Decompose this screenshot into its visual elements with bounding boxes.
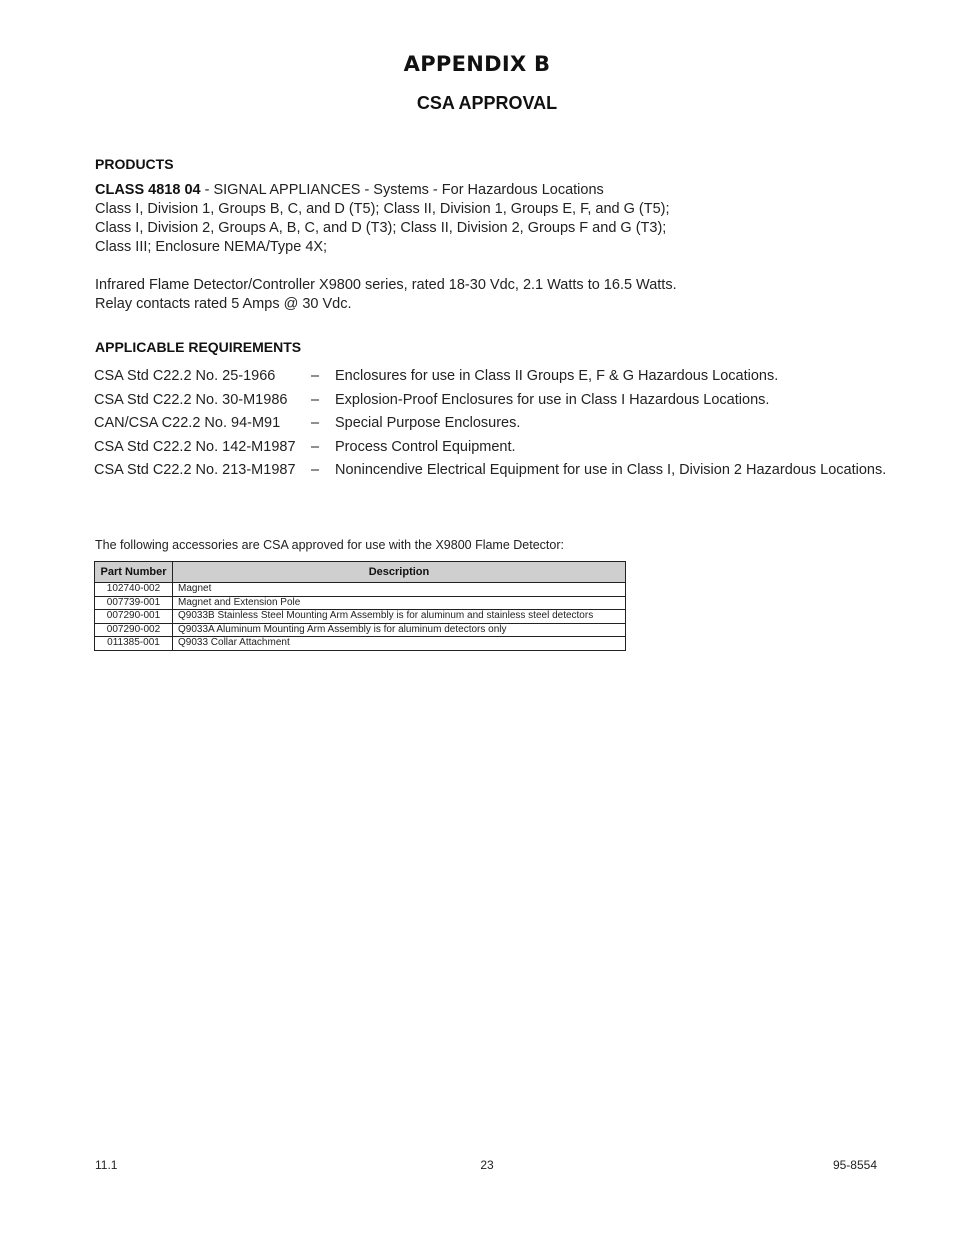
requirement-description: Enclosures for use in Class II Groups E, F & G Hazardous Locations. (335, 368, 779, 384)
part-number-cell: 102740-002 (95, 583, 173, 597)
requirement-row (94, 438, 886, 462)
requirement-row (94, 461, 886, 485)
description-cell: Magnet and Extension Pole (173, 596, 626, 610)
part-number-cell: 007739-001 (95, 596, 173, 610)
description-cell: Q9033A Aluminum Mounting Arm Assembly is for aluminum detectors only (173, 623, 626, 637)
requirement-row (94, 391, 886, 415)
requirement-standard: CAN/CSA C22.2 No. 94-M91 (94, 415, 281, 431)
class-text: - SIGNAL APPLIANCES - Systems - For Hazardous Locations (200, 182, 604, 198)
requirements-heading: APPLICABLE REQUIREMENTS (95, 339, 302, 355)
products-heading: PRODUCTS (95, 156, 174, 172)
footer-revision: 11.1 (95, 1158, 118, 1172)
table-row (95, 596, 626, 610)
accessories-table (94, 561, 626, 651)
page-subtitle: CSA APPROVAL (416, 93, 558, 113)
rating-line: Infrared Flame Detector/Controller X9800 series, rated 18-30 Vdc, 2.1 Watts to 16.5 Watts. (95, 277, 677, 293)
requirement-row (94, 367, 886, 391)
accessories-intro: The following accessories are CSA approved for use with the X9800 Flame Detector: (95, 538, 564, 552)
part-number-cell: 011385-001 (95, 637, 173, 651)
footer-page-number: 23 (480, 1158, 494, 1172)
class-detail-line: Class I, Division 2, Groups A, B, C, and D (T3); Class II, Division 2, Groups F and G (T3); (95, 220, 667, 236)
class-detail-line: Class I, Division 1, Groups B, C, and D (T5); Class II, Division 1, Groups E, F, and G (T5); (95, 201, 670, 217)
table-row (95, 637, 626, 651)
requirement-row (94, 414, 886, 438)
class-code: CLASS 4818 04 (95, 182, 201, 198)
description-cell: Q9033B Stainless Steel Mounting Arm Assembly is for aluminum and stainless steel detectors (173, 610, 626, 624)
requirement-dash: – (311, 462, 320, 478)
table-row (95, 583, 626, 597)
column-header-description: Description (173, 562, 626, 583)
requirement-dash: – (311, 415, 320, 431)
column-header-part-number: Part Number (95, 562, 173, 583)
requirement-description: Process Control Equipment. (335, 438, 516, 455)
table-header-row (95, 562, 626, 583)
description-cell: Q9033 Collar Attachment (173, 637, 626, 651)
part-number-cell: 007290-002 (95, 623, 173, 637)
requirement-standard: CSA Std C22.2 No. 30-M1986 (94, 391, 288, 408)
rating-line: Relay contacts rated 5 Amps @ 30 Vdc. (95, 296, 352, 312)
requirement-dash: – (311, 368, 320, 384)
requirement-standard: CSA Std C22.2 No. 142-M1987 (94, 438, 296, 455)
class-detail-line: Class III; Enclosure NEMA/Type 4X; (95, 239, 328, 255)
requirements-list (94, 367, 886, 485)
table-row (95, 623, 626, 637)
footer-doc-number: 95-8554 (832, 1158, 877, 1172)
requirement-description: Special Purpose Enclosures. (335, 415, 521, 431)
products-block (95, 181, 677, 314)
table-row (95, 610, 626, 624)
page-title: APPENDIX B (403, 52, 551, 76)
requirement-standard: CSA Std C22.2 No. 213-M1987 (94, 462, 296, 478)
requirement-dash: – (311, 438, 320, 455)
requirement-standard: CSA Std C22.2 No. 25-1966 (94, 368, 276, 384)
class-line (95, 181, 677, 200)
part-number-cell: 007290-001 (95, 610, 173, 624)
requirement-description: Nonincendive Electrical Equipment for use in Class I, Division 2 Hazardous Locations. (335, 462, 887, 478)
description-cell: Magnet (173, 583, 626, 597)
requirement-dash: – (311, 391, 320, 408)
requirement-description: Explosion-Proof Enclosures for use in Class I Hazardous Locations. (335, 391, 770, 408)
